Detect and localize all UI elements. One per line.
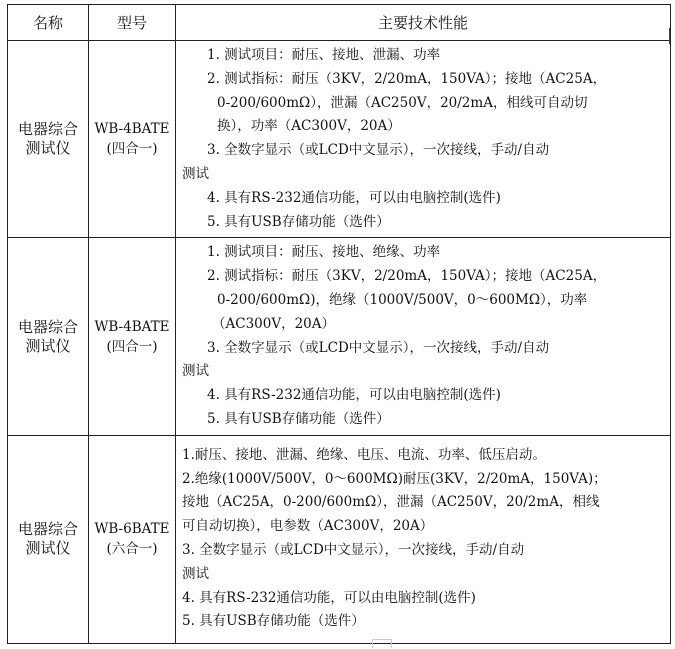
model-type: (四合一)	[106, 141, 158, 158]
spec-line: 3. 全数字显示（或LCD中文显示），一次接线，手动/自动	[207, 339, 550, 356]
product-name: 电器综合测试仪	[8, 238, 89, 435]
model-code: WB-4BATE	[94, 318, 170, 335]
spec-line: 5. 具有USB存储功能（选件）	[207, 410, 390, 427]
header-model: 型号	[89, 5, 176, 41]
header-features: 主要技术性能	[176, 5, 671, 41]
product-model	[89, 435, 176, 643]
spec-line: 5. 具有USB存储功能（选件）	[182, 613, 365, 630]
model-code: WB-6BATE	[94, 521, 170, 538]
spec-line: 换），功率（AC300V，20A）	[217, 118, 401, 135]
table-row	[8, 435, 671, 643]
model-code: WB-4BATE	[94, 121, 170, 138]
spec-line: 1.耐压、接地、泄漏、绝缘、电压、电流、功率、低压启动。	[182, 446, 546, 463]
header-name: 名称	[8, 5, 89, 41]
spec-line: 4. 具有RS-232通信功能，可以由电脑控制(选件)	[182, 589, 476, 606]
spec-line: 3. 全数字显示（或LCD中文显示），一次接线，手动/自动	[207, 142, 550, 159]
product-name: 电器综合测试仪	[8, 41, 89, 238]
model-type: (四合一)	[106, 338, 158, 355]
spec-line: 1. 测试项目：耐压、接地、绝缘、功率	[207, 244, 441, 261]
spec-table	[7, 4, 671, 644]
spec-line: 接地（AC25A，0-200/600mΩ），泄漏（AC250V，20/2mA，相线	[182, 494, 600, 511]
spec-line: 可自动切换），电参数（AC300V，20A）	[182, 518, 434, 535]
spec-line: 2.绝缘(1000V/500V，0～600MΩ)耐压(3KV，2/20mA，150VA)；	[182, 470, 607, 487]
spec-line: 2. 测试指标：耐压（3KV，2/20mA，150VA）；接地（AC25A，	[207, 268, 607, 285]
product-model	[89, 238, 176, 435]
spec-line: 3. 全数字显示（或LCD中文显示），一次接线，手动/自动	[182, 541, 525, 558]
spec-line: 4. 具有RS-232通信功能，可以由电脑控制(选件)	[207, 189, 501, 206]
spec-line: 0-200/600mΩ），泄漏（AC250V，20/2mA，相线可自动切	[217, 94, 588, 111]
text-caret	[669, 28, 670, 44]
spec-line: 2. 测试指标：耐压（3KV，2/20mA，150VA）；接地（AC25A，	[207, 70, 607, 87]
spec-list	[176, 435, 671, 643]
table-row	[8, 41, 671, 238]
spec-line: 4. 具有RS-232通信功能，可以由电脑控制(选件)	[207, 387, 501, 404]
spec-line: 1. 测试项目：耐压、接地、泄漏、功率	[207, 47, 441, 63]
spec-list	[176, 41, 671, 238]
product-model	[89, 41, 176, 238]
table-row	[8, 238, 671, 435]
spec-line: 0-200/600mΩ)，绝缘（1000V/500V，0～600MΩ），功率	[217, 291, 588, 308]
spec-line: 5. 具有USB存储功能（选件）	[207, 213, 390, 230]
spec-line: （AC300V，20A）	[212, 315, 336, 332]
spec-line: 测试	[182, 565, 209, 582]
spec-line: 测试	[182, 165, 209, 182]
page-edge-marker	[372, 639, 392, 648]
model-type: (六合一)	[106, 541, 158, 558]
header-row	[8, 5, 671, 41]
spec-line: 测试	[182, 363, 209, 380]
product-name: 电器综合测试仪	[8, 435, 89, 643]
spec-list	[176, 238, 671, 435]
